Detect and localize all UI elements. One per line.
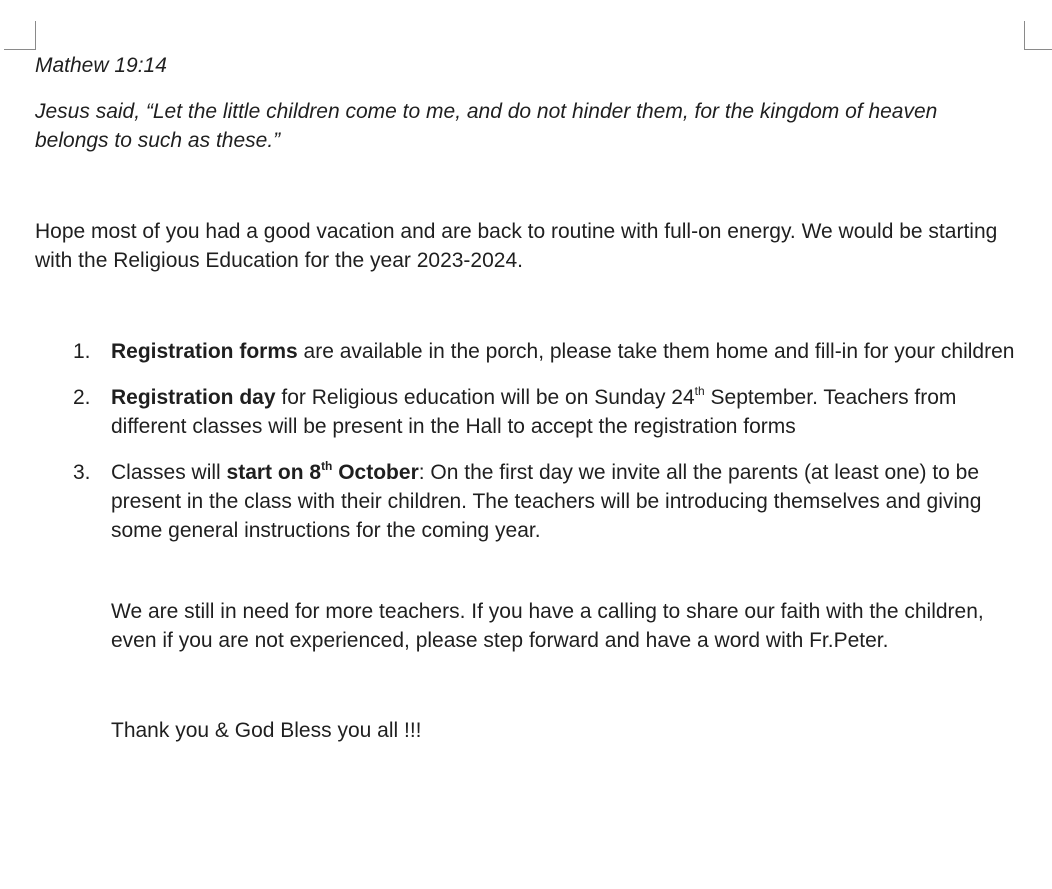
crop-mark-top-left-horizontal (4, 49, 35, 50)
list-item-rest: : On the first day we invite all the parents (at least one) to be present in the class with their children. The teachers will be introducing themselves and giving some general instructions for the coming year. (111, 461, 982, 542)
crop-mark-top-left-vertical (35, 21, 36, 50)
list-item-number: 3. (73, 461, 91, 484)
list-item-pre-sup: for Religious education will be on Sunday 24 (275, 386, 695, 409)
list-item-number: 2. (73, 386, 91, 409)
list-item-bold: Registration day (111, 386, 276, 409)
intro-paragraph: Hope most of you had a good vacation and are back to routine with full-on energy. We would be starting with the Religious Education for the year 2023-2024. (35, 220, 998, 272)
verse-quote: Jesus said, “Let the little children come to me, and do not hinder them, for the kingdom of heaven belongs to such as these.” (35, 100, 938, 152)
document-page (35, 51, 1030, 745)
list-item-rest: are available in the porch, please take them home and fill-in for your children (297, 340, 1015, 363)
verse-reference: Mathew 19:14 (35, 54, 167, 77)
crop-mark-top-right-horizontal (1024, 49, 1052, 50)
list-item-post-sup: September. Teachers from different classes will be present in the Hall to accept the registration forms (111, 386, 957, 438)
list-item-text (111, 337, 1026, 366)
ordinal-suffix: th (694, 384, 705, 398)
list-item (35, 458, 1030, 545)
ordinal-suffix: th (321, 459, 333, 473)
list-item-text (111, 383, 1026, 441)
list-item-lead: Classes will (111, 461, 227, 484)
list-item-number: 1. (73, 340, 91, 363)
crop-mark-top-right-vertical (1024, 21, 1025, 50)
list-item-bold: Registration forms (111, 340, 298, 363)
list-item (35, 337, 1030, 366)
announcement-list (35, 337, 1030, 545)
list-item-bold-b: October (332, 461, 419, 484)
list-item-text (111, 458, 1026, 545)
list-item-bold (227, 461, 419, 484)
teachers-needed-paragraph: We are still in need for more teachers. If you have a calling to share our faith with the children, even if you are not experienced, please step forward and have a word with Fr.Peter. (111, 600, 984, 652)
list-item (35, 383, 1030, 441)
list-item-bold-a: start on 8 (226, 461, 322, 484)
closing-line: Thank you & God Bless you all !!! (111, 719, 422, 742)
